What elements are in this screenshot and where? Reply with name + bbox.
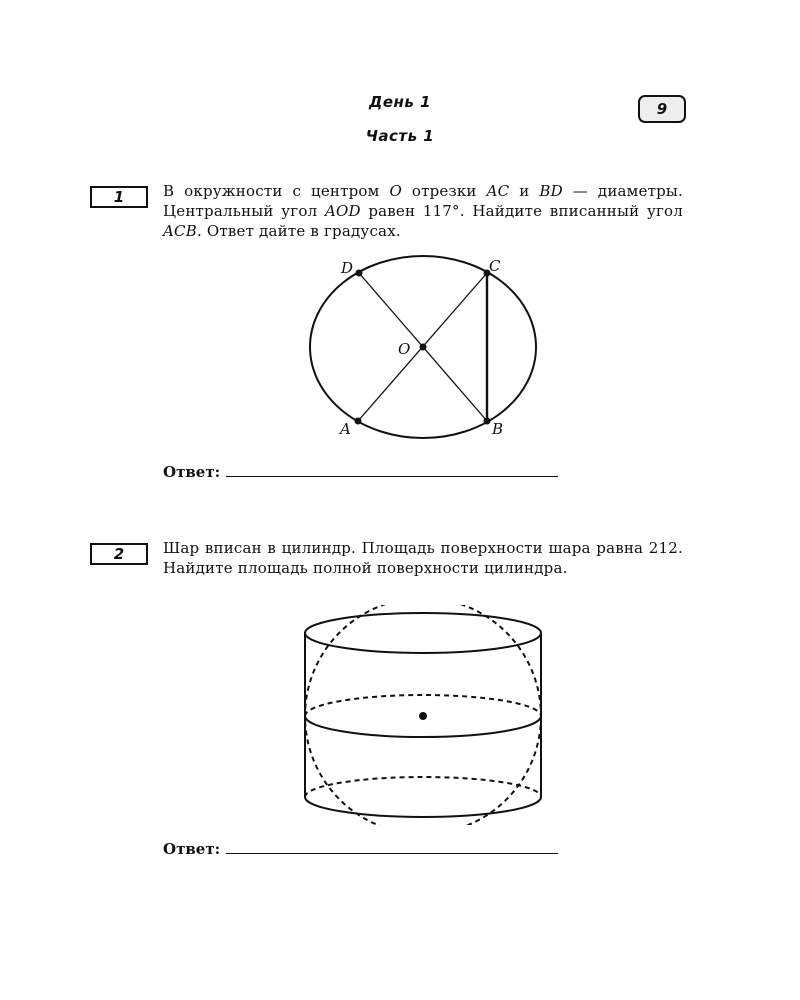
point-b: [484, 418, 491, 425]
day-title: День 1: [368, 93, 432, 111]
math-term: AOD: [324, 202, 361, 220]
label-c: C: [489, 257, 501, 275]
task-2-answer: [163, 840, 558, 858]
task-1-answer: [163, 463, 558, 481]
math-term: ACB: [163, 222, 197, 240]
answer-label: Ответ:: [163, 840, 221, 858]
text-run: В окружности с центром: [163, 182, 390, 200]
page-number-badge: 9: [638, 95, 686, 123]
text-run: . Ответ дайте в градусах.: [196, 222, 401, 240]
answer-line[interactable]: [226, 841, 558, 854]
point-d: [356, 270, 363, 277]
cylinder-bottom-back: [305, 777, 541, 797]
text-run: и: [509, 182, 540, 200]
math-term: O: [389, 182, 402, 200]
part-title: Часть 1: [365, 127, 435, 145]
text-run: — диаметры. Центральный угол: [163, 182, 684, 220]
point-a: [355, 418, 362, 425]
answer-line[interactable]: [226, 464, 558, 477]
text-run: равен 117°. Найдите вписанный угол: [360, 202, 683, 220]
answer-label: Ответ:: [163, 463, 221, 481]
label-b: B: [492, 420, 504, 438]
circle-diagram: [300, 250, 560, 450]
sphere-center: [419, 712, 427, 720]
label-d: D: [341, 259, 354, 277]
point-o: [420, 344, 427, 351]
label-a: A: [340, 420, 351, 438]
task-1-number: 1: [90, 186, 148, 208]
text-run: отрезки: [401, 182, 487, 200]
label-o: O: [398, 340, 411, 358]
cylinder-diagram: [295, 605, 555, 825]
math-term: AC: [486, 182, 510, 200]
task-1-text: [163, 181, 683, 241]
task-2-text: Шар вписан в цилиндр. Площадь поверхности шара равна 212. Найдите площадь полной поверхности цилиндра.: [163, 539, 683, 577]
math-term: BD: [539, 182, 563, 200]
task-2-number: 2: [90, 543, 148, 565]
